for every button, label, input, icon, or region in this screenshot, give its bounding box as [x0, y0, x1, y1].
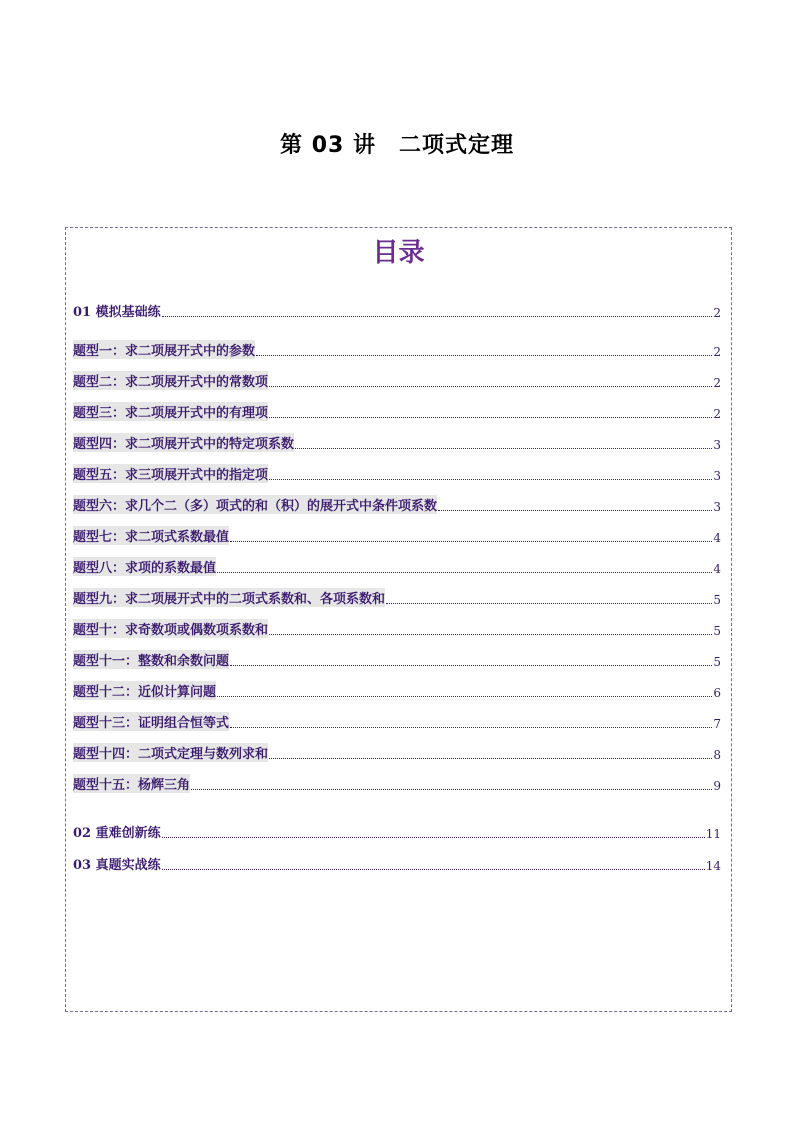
toc-item-page: 3 [713, 500, 721, 514]
toc-item-label: 题型七：求二项式系数最值 [73, 526, 229, 545]
toc-item[interactable] [73, 403, 721, 421]
toc-item[interactable] [73, 651, 721, 669]
toc-item-page: 2 [713, 407, 721, 421]
toc-item-label: 题型二：求二项展开式中的常数项 [73, 371, 268, 390]
toc-item-page: 2 [713, 306, 721, 320]
toc-leader-dots [269, 757, 712, 759]
toc-leader-dots [217, 571, 712, 573]
toc-box [65, 227, 732, 1012]
toc-item[interactable] [73, 682, 721, 700]
toc-heading: 目录 [372, 238, 425, 268]
toc-item-page: 7 [713, 717, 721, 731]
toc-leader-dots [269, 478, 712, 480]
toc-item[interactable] [73, 589, 721, 607]
toc-item[interactable] [73, 855, 721, 873]
toc-item-label: 01 模拟基础练 [73, 305, 161, 320]
toc-item-page: 3 [713, 469, 721, 483]
toc-item-page: 2 [713, 345, 721, 359]
toc-item[interactable] [73, 527, 721, 545]
toc-item-page: 3 [713, 438, 721, 452]
toc-item-page: 14 [705, 859, 721, 873]
toc-item[interactable] [73, 372, 721, 390]
toc-leader-dots [230, 540, 712, 542]
toc-item[interactable] [73, 302, 721, 320]
toc-item-label: 题型十四：二项式定理与数列求和 [73, 743, 268, 762]
toc-item-page: 5 [713, 593, 721, 607]
toc-item-page: 8 [713, 748, 721, 762]
toc-item-label: 题型五：求三项展开式中的指定项 [73, 464, 268, 483]
toc-item-label: 题型十二：近似计算问题 [73, 681, 216, 700]
toc-leader-dots [230, 726, 712, 728]
toc-item-page: 6 [713, 686, 721, 700]
toc-leader-dots [162, 315, 713, 317]
toc-item-label: 题型三：求二项展开式中的有理项 [73, 402, 268, 421]
toc-item-page: 9 [713, 779, 721, 793]
toc-item[interactable] [73, 744, 721, 762]
toc-item[interactable] [73, 465, 721, 483]
toc-leader-dots [269, 633, 712, 635]
page-title: 第 03 讲 二项式定理 [280, 133, 514, 158]
toc-item[interactable] [73, 713, 721, 731]
toc-leader-dots [295, 447, 712, 449]
toc-item[interactable] [73, 620, 721, 638]
toc-item-label: 题型九：求二项展开式中的二项式系数和、各项系数和 [73, 588, 385, 607]
toc-item-page: 5 [713, 655, 721, 669]
toc-item-page: 2 [713, 376, 721, 390]
toc-leader-dots [162, 868, 705, 870]
toc-leader-dots [217, 695, 712, 697]
toc-item[interactable] [73, 558, 721, 576]
toc-item-label: 题型十一：整数和余数问题 [73, 650, 229, 669]
toc-leader-dots [256, 354, 712, 356]
toc-item[interactable] [73, 775, 721, 793]
toc-item-page: 4 [713, 562, 721, 576]
toc-item[interactable] [73, 823, 721, 841]
toc-leader-dots [230, 664, 712, 666]
toc-item[interactable] [73, 341, 721, 359]
toc-item-page: 11 [705, 827, 721, 841]
toc-item[interactable] [73, 434, 721, 452]
toc-item-label: 03 真题实战练 [73, 858, 161, 873]
toc-item-page: 4 [713, 531, 721, 545]
toc-leader-dots [269, 385, 712, 387]
toc-item-label: 题型十：求奇数项或偶数项系数和 [73, 619, 268, 638]
toc-item-label: 02 重难创新练 [73, 826, 161, 841]
toc-leader-dots [191, 788, 712, 790]
toc-leader-dots [386, 602, 712, 604]
toc-item-label: 题型八：求项的系数最值 [73, 557, 216, 576]
toc-item[interactable] [73, 496, 721, 514]
toc-item-label: 题型一：求二项展开式中的参数 [73, 340, 255, 359]
toc-leader-dots [269, 416, 712, 418]
toc-item-label: 题型四：求二项展开式中的特定项系数 [73, 433, 294, 452]
toc-leader-dots [438, 509, 712, 511]
toc-item-page: 5 [713, 624, 721, 638]
toc-item-label: 题型十五：杨辉三角 [73, 774, 190, 793]
toc-item-label: 题型六：求几个二（多）项式的和（积）的展开式中条件项系数 [73, 495, 437, 514]
toc-leader-dots [162, 836, 705, 838]
toc-item-label: 题型十三：证明组合恒等式 [73, 712, 229, 731]
